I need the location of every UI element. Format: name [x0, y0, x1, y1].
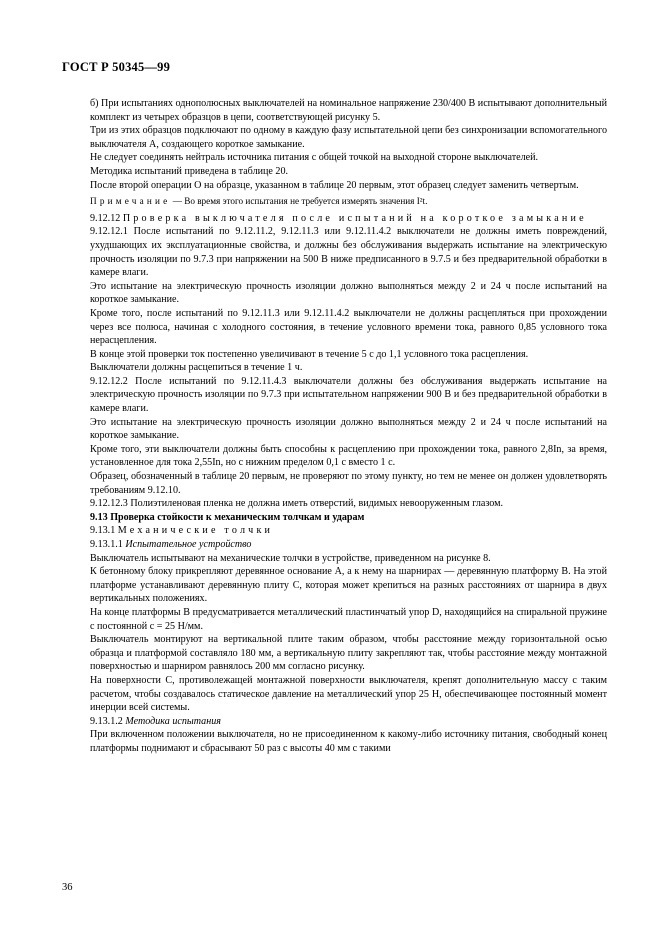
- section-title: Испытательное устройство: [125, 539, 252, 550]
- paragraph: Методика испытаний приведена в таблице 20.: [90, 165, 289, 177]
- section-heading-9-13-1-1: [90, 538, 607, 552]
- page-number: 36: [62, 882, 73, 893]
- paragraph: Это испытание на электрическую прочность изоляции должно выполняться между 2 и 24 ч после испытаний на короткое замыкание.: [90, 280, 607, 306]
- note-label: Примечание: [90, 196, 171, 207]
- paragraph: После второй операции О на образце, указанном в таблице 20 первым, этот образец следует заменить четвертым.: [90, 179, 579, 191]
- section-number: 9.12.12: [90, 212, 121, 224]
- paragraph: Выключатели должны расцепиться в течение 1 ч.: [90, 362, 303, 374]
- section-heading-9-13: 9.13 Проверка стойкости к механическим толчкам и ударам: [90, 511, 365, 523]
- paragraph: 9.12.12.3 Полиэтиленовая пленка не должна иметь отверстий, видимых невооруженным глазом.: [90, 498, 504, 510]
- paragraph: При включенном положении выключателя, но не присоединенном к какому-либо источнику питания, свободный конец платформы поднимают и сбрасывают 50 раз с высоты 40 мм с такими: [90, 729, 607, 754]
- paragraph: Образец, обозначенный в таблице 20 первым, не проверяют по этому пункту, но тем не менее он должен удовлетворять требованиям 9.12.10.: [90, 471, 607, 496]
- section-number: 9.13.1: [90, 525, 116, 537]
- paragraph: На конце платформы B предусматривается металлический пластинчатый упор D, находящийся на спиральной пружине с постоянной c = 25 Н/мм.: [90, 606, 607, 632]
- paragraph: Три из этих образцов подключают по одному в каждую фазу испытательной цепи без синхронизации вспомогательного выключателя A, создающего короткое замыкание.: [90, 125, 607, 150]
- section-number: 9.13.1.2: [90, 715, 123, 727]
- paragraph: б) При испытаниях однополюсных выключателей на номинальное напряжение 230/400 В испытывают дополнительный комплект из четырех образцов в цепи, соответствующей рисунку 5.: [90, 98, 607, 123]
- paragraph: Кроме того, после испытаний по 9.12.11.3 или 9.12.11.4.2 выключатели не должны расцепляться при прохождении через все полюса, начиная с холодного состояния, в течение условного времени тока, равного 0,85 условного тока нерасцепления.: [90, 307, 607, 347]
- paragraph: Выключатель испытывают на механические толчки в устройстве, приведенном на рисунке 8.: [90, 552, 491, 564]
- note: [90, 195, 607, 209]
- section-title: Механические толчки: [117, 525, 274, 537]
- paragraph: Кроме того, эти выключатели должны быть способны к расцеплению при прохождении тока, равного 2,8In, за время, установленное для тока 2,55In, но с нижним пределом 0,1 с вместо 1 с.: [90, 443, 607, 469]
- paragraph: Выключатель монтируют на вертикальной плите таким образом, чтобы расстояние между горизонтальной осью образца и платформой составляло 180 мм, а вертикальную плиту закрепляют так, чтобы расстояние между монтажной поверхностью и шарниром равнялось 200 мм согласно рисунку.: [90, 634, 607, 673]
- paragraph: 9.12.12.2 После испытаний по 9.12.11.4.3 выключатели должны без обслуживания выдержать испытание на электрическую прочность изоляции по 9.7.3 при испытательном напряжении 900 В и без предварительной обработки в камере влаги.: [90, 375, 607, 415]
- paragraph: В конце этой проверки ток постепенно увеличивают в течение 5 с до 1,1 условного тока расцепления.: [90, 348, 529, 360]
- section-number: 9.13.1.1: [90, 539, 123, 550]
- note-text: — Во время этого испытания не требуется измерять значения I²t.: [170, 196, 428, 207]
- section-heading-9-13-1: [90, 524, 607, 538]
- section-heading-9-13-1-2: [90, 715, 607, 729]
- section-heading-9-12-12: [90, 212, 607, 226]
- section-title: Проверка выключателя после испытаний на короткое замыкание: [122, 212, 587, 224]
- paragraph: Не следует соединять нейтраль источника питания с общей точкой на выходной стороне выключателей.: [90, 152, 539, 164]
- paragraph: К бетонному блоку прикрепляют деревянное основание A, а к нему на шарнирах — деревянную платформу B. На этой платформе устанавливают деревянную плиту C, которая может крепиться на разных расстояниях от шарнира в двух вертикальных положениях.: [90, 566, 607, 605]
- page-body: [90, 97, 607, 756]
- paragraph: 9.12.12.1 После испытаний по 9.12.11.2, 9.12.11.3 или 9.12.11.4.2 выключатели не должны иметь повреждений, ухудшающих их эксплуатационные свойства, и должны без обслуживания выдержать испытание на электрическую прочность изоляции по 9.7.3 при напряжении на 500 В ниже предписанного в 9.7.5 и без предварительной обработки в камере влаги.: [90, 226, 607, 279]
- section-title: Методика испытания: [125, 715, 221, 727]
- paragraph: На поверхности C, противолежащей монтажной поверхности выключателя, крепят дополнительную массу с таким расчетом, чтобы создавалось статическое давление на металлический упор 25 Н, обеспечивающее постоянный момент инерции всей системы.: [90, 674, 607, 714]
- document-code: ГОСТ Р 50345—99: [62, 60, 171, 74]
- paragraph: Это испытание на электрическую прочность изоляции должно выполняться между 2 и 24 ч после испытаний на короткое замыкание.: [90, 416, 607, 442]
